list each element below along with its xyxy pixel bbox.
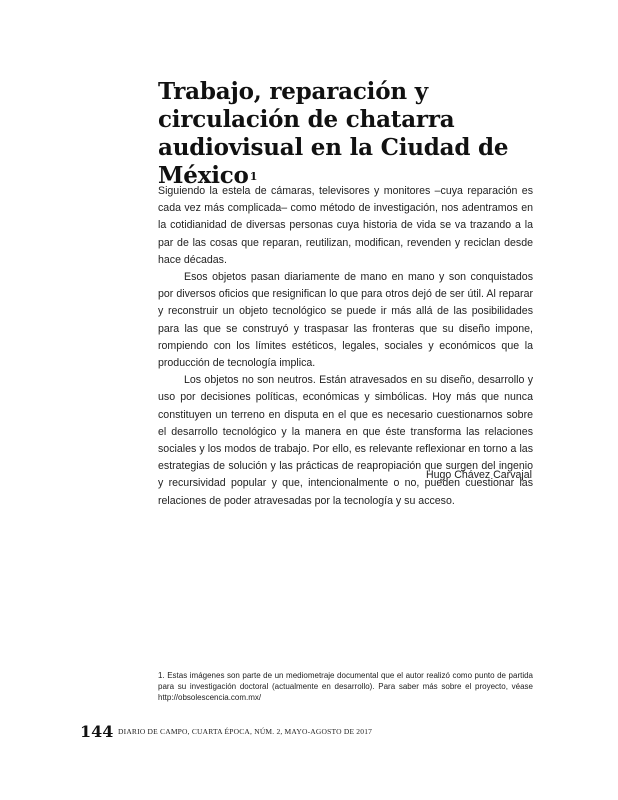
article-body	[158, 183, 533, 510]
page-number: 144	[80, 722, 114, 741]
footnote-reference[interactable]: 1	[249, 170, 258, 183]
running-footer: DIARIO DE CAMPO, CUARTA ÉPOCA, NÚM. 2, MAYO-AGOSTO DE 2017	[118, 727, 373, 736]
body-paragraph-2: Esos objetos pasan diariamente de mano en mano y son conquistados por diversos oficios que resignifican lo que para otros dejó de ser útil. Al reparar y reconstruir un objeto tecnológico se puede ir más allá de las posibilidades para las que se construyó y traspasar las fronteras que su diseño impone, rompiendo con los límites estéticos, legales, sociales y económicos que la producción de tecnología implica.	[158, 271, 533, 370]
body-paragraph-1: Siguiendo la estela de cámaras, televisores y monitores –cuya reparación es cada vez más complicada– como método de investigación, nos adentramos en la cotidianidad de diversas personas cuya historia de vida se va trazando a la par de las cosas que reparan, reutilizan, modifican, revenden y reciclan desde hace décadas.	[158, 185, 533, 266]
article-title-text: Trabajo, reparación y circulación de chatarra audiovisual en la Ciudad de México	[158, 78, 509, 189]
author-name: Hugo Chávez Carvajal	[426, 469, 532, 481]
body-paragraph-3: Los objetos no son neutros. Están atravesados en su diseño, desarrollo y uso por decisiones políticas, económicas y simbólicas. Hoy más que nunca constituyen un terreno en disputa en el que es necesario cuestionarnos sobre el desarrollo tecnológico y la manera en que éste transforma las relaciones sociales y los modos de trabajo. Por ello, es relevante reflexionar en torno a las estrategias de solución y las prácticas de reapropiación que surgen del ingenio y recursividad popular y que, intencionalmente o no, pueden cuestionar las relaciones de poder atravesadas por la tecnología y su acceso.	[158, 374, 533, 507]
footnote: 1. Estas imágenes son parte de un mediometraje documental que el autor realizó como punto de partida para su investigación doctoral (actualmente en desarrollo). Para saber más sobre el proyecto, véase http://obsolescencia.com.mx/	[158, 671, 533, 702]
article-title	[158, 78, 558, 190]
